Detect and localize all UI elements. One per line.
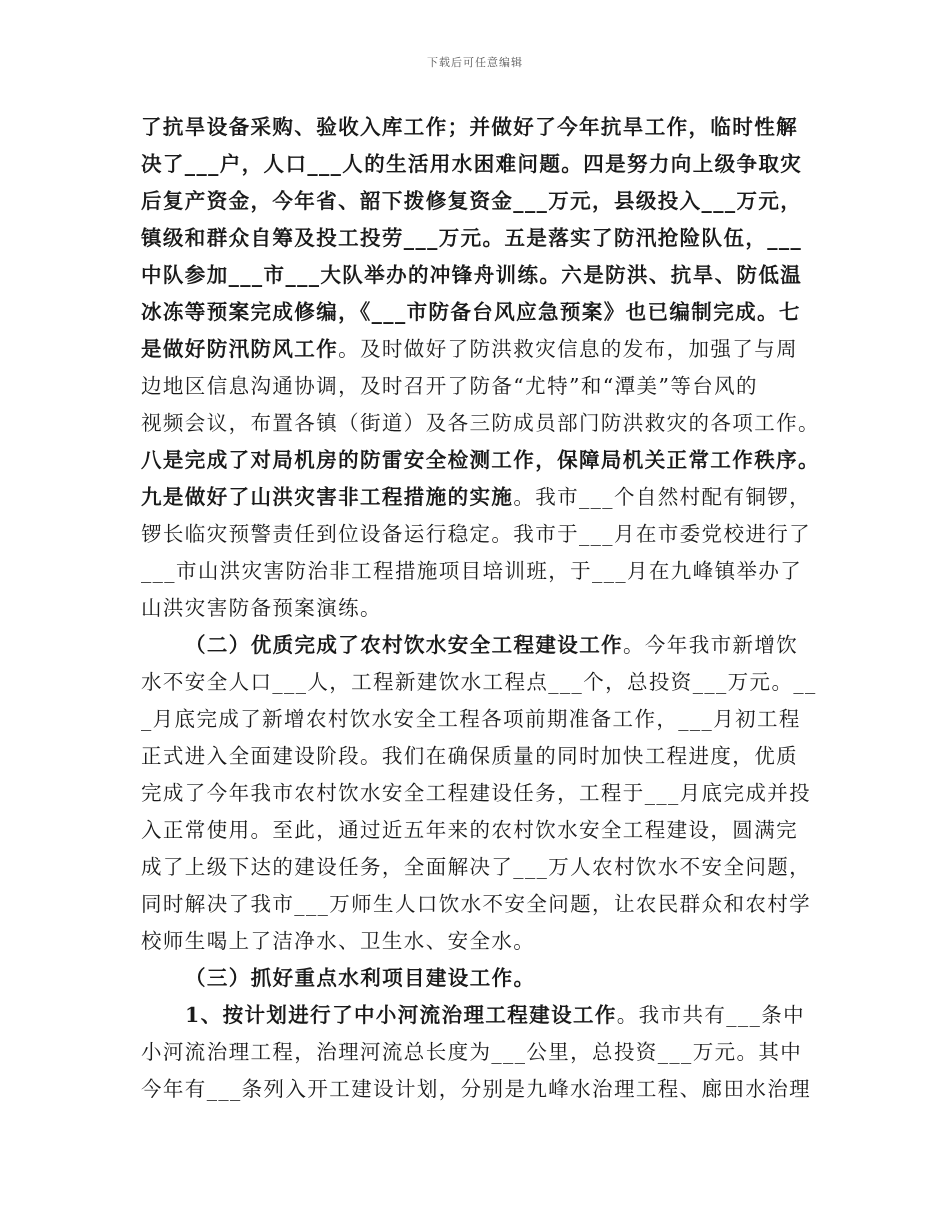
- text-line: [141, 1034, 816, 1071]
- text-line: [141, 442, 820, 479]
- text-line: [141, 516, 816, 553]
- text-segment: 今年有___条列入开工建设计划，分别是九峰水治理工程、廊田水治理: [141, 1077, 812, 1101]
- text-line: [141, 812, 816, 849]
- text-line: [141, 368, 816, 405]
- bold-text-segment: （三）抓好重点水利项目建设工作。: [185, 966, 536, 990]
- text-segment: 。及时做好了防洪救灾信息的发布，加强了与周: [338, 337, 799, 361]
- text-segment: 。我市共有___条中: [616, 1003, 806, 1027]
- bold-text-segment: 是做好防汛防风工作: [141, 337, 339, 361]
- text-segment: 边地区信息沟通协调，及时召开了防备“尤特”和“潭美”等台风的: [141, 374, 758, 398]
- text-segment: 小河流治理工程，治理河流总长度为___公里，总投资___万元。其中: [141, 1040, 803, 1064]
- bold-text-segment: 决了___户，人口___人的生活用水困难问题。四是努力向上级争取灾: [141, 152, 803, 176]
- text-line: [141, 886, 816, 923]
- bold-text-segment: 八是完成了对局机房的防雷安全检测工作，保障局机关正常工作秩序。: [141, 448, 820, 472]
- text-segment: 山洪灾害防备预案演练。: [141, 596, 382, 620]
- text-line: [141, 405, 820, 442]
- text-line: [141, 146, 816, 183]
- bold-text-segment: 1、按计划进行了中小河流治理工程建设工作: [185, 1003, 617, 1027]
- text-line: [141, 627, 816, 664]
- text-line: [141, 183, 816, 220]
- text-line: [141, 849, 816, 886]
- bold-text-segment: 中队参加___市___大队举办的冲锋舟训练。六是防洪、抗旱、防低温: [141, 263, 803, 287]
- bold-text-segment: （二）优质完成了农村饮水安全工程建设工作: [185, 633, 623, 657]
- text-line: [141, 701, 816, 738]
- text-line: [141, 997, 816, 1034]
- text-segment: _月底完成了新增农村饮水安全工程各项前期准备工作，___月初工程: [141, 707, 801, 731]
- bold-text-segment: 冰冻等预案完成修编，《___市防备台风应急预案》也已编制完成。七: [141, 300, 801, 324]
- text-line: [141, 664, 816, 701]
- bold-text-segment: 九是做好了山洪灾害非工程措施的实施: [141, 485, 514, 509]
- text-line: [141, 960, 816, 997]
- bold-text-segment: 后复产资金，今年省、韶下拨修复资金___万元，县级投入___万元，: [141, 189, 803, 213]
- text-line: [141, 331, 816, 368]
- text-line: [141, 553, 816, 590]
- text-segment: 校师生喝上了洁净水、卫生水、安全水。: [141, 929, 536, 953]
- text-line: [141, 109, 816, 146]
- text-line: [141, 738, 816, 775]
- text-segment: 。我市___个自然村配有铜锣，: [513, 485, 812, 509]
- text-line: [141, 590, 816, 627]
- text-segment: 入正常使用。至此，通过近五年来的农村饮水安全工程建设，圆满完: [141, 818, 798, 842]
- text-line: [141, 479, 816, 516]
- bold-text-segment: 镇级和群众自筹及投工投劳___万元。五是落实了防汛抢险队伍，___: [141, 226, 803, 250]
- text-line: [141, 294, 816, 331]
- text-segment: ___市山洪灾害防治非工程措施项目培训班，于___月在九峰镇举办了: [141, 559, 803, 583]
- bold-text-segment: 了抗旱设备采购、验收入库工作；并做好了今年抗旱工作，临时性解: [141, 115, 798, 139]
- text-line: [141, 257, 816, 294]
- text-segment: 视频会议，布置各镇（街道）及各三防成员部门防洪救灾的各项工作。: [141, 411, 820, 435]
- text-line: [141, 220, 816, 257]
- page-header: 下载后可任意编辑: [427, 56, 523, 69]
- text-segment: 水不安全人口___人，工程新建饮水工程点___个，总投资___万元。__: [141, 670, 817, 694]
- text-segment: 同时解决了我市___万师生人口饮水不安全问题，让农民群众和农村学: [141, 892, 812, 916]
- text-line: [141, 923, 816, 960]
- document-body: [141, 109, 820, 1108]
- text-line: [141, 775, 816, 812]
- text-line: [141, 1071, 816, 1108]
- text-segment: 锣长临灾预警责任到位设备运行稳定。我市于___月在市委党校进行了: [141, 522, 812, 546]
- text-segment: 。今年我市新增饮: [623, 633, 799, 657]
- text-segment: 正式进入全面建设阶段。我们在确保质量的同时加快工程进度，优质: [141, 744, 798, 768]
- text-segment: 完成了今年我市农村饮水安全工程建设任务，工程于___月底完成并投: [141, 781, 812, 805]
- text-segment: 成了上级下达的建设任务，全面解决了___万人农村饮水不安全问题，: [141, 855, 812, 879]
